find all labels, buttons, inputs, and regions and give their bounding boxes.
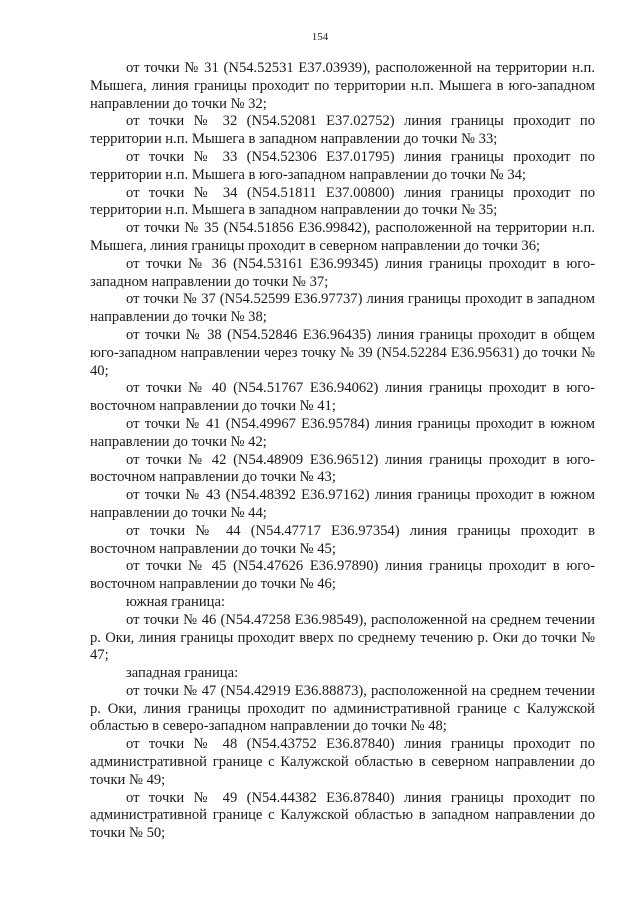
boundary-point-paragraph: от точки № 41 (N54.49967 E36.95784) линия границы проходит в южном направлении до точки № 42; (90, 415, 595, 450)
boundary-point-paragraph: от точки № 35 (N54.51856 E36.99842), расположенной на территории н.п. Мышега, линия границы проходит в северном направлении до точки 36; (90, 220, 595, 254)
boundary-point-paragraph: от точки № 49 (N54.44382 E36.87840) линия границы проходит по административной границе с Калужской областью в западном направлении до точки № 50; (90, 789, 595, 842)
boundary-point-paragraph: от точки № 42 (N54.48909 E36.96512) линия границы проходит в юго-восточном направлении до точки № 43; (90, 451, 595, 486)
boundary-point-paragraph: от точки № 47 (N54.42919 E36.88873), расположенной на среднем течении р. Оки, линия границы проходит по административной границе с Калужской областью в северо-западном направлении до точки № 48; (90, 682, 595, 735)
boundary-point-paragraph: от точки № 34 (N54.51811 E37.00800) линия границы проходит по территории н.п. Мышега в западном направлении до точки № 35; (90, 184, 595, 219)
section-heading: западная граница: (126, 665, 239, 682)
boundary-point-paragraph: от точки № 38 (N54.52846 E36.96435) линия границы проходит в общем юго-западном направлении через точку № 39 (N54.52284 E36.95631) до точки № 40; (90, 326, 595, 379)
boundary-point-paragraph: от точки № 44 (N54.47717 E36.97354) линия границы проходит в восточном направлении до точки № 45; (90, 522, 595, 557)
section-heading: южная граница: (126, 593, 225, 610)
boundary-point-paragraph: от точки № 43 (N54.48392 E36.97162) линия границы проходит в южном направлении до точки № 44; (90, 487, 595, 521)
document-body (90, 60, 595, 843)
boundary-point-paragraph: от точки № 40 (N54.51767 E36.94062) линия границы проходит в юго-восточном направлении до точки № 41; (90, 380, 595, 415)
boundary-point-paragraph: от точки № 36 (N54.53161 E36.99345) линия границы проходит в юго-западном направлении до точки № 37; (90, 255, 595, 290)
boundary-point-paragraph: от точки № 33 (N54.52306 E37.01795) линия границы проходит по территории н.п. Мышега в юго-западном направлении до точки № 34; (90, 148, 595, 183)
boundary-point-paragraph: от точки № 37 (N54.52599 E36.97737) линия границы проходит в западном направлении до точки № 38; (90, 291, 595, 326)
boundary-point-paragraph: от точки № 46 (N54.47258 E36.98549), расположенной на среднем течении р. Оки, линия границы проходит вверх по среднему течению р. Оки до точки № 47; (90, 611, 595, 664)
boundary-point-paragraph: от точки № 45 (N54.47626 E36.97890) линия границы проходит в юго-восточном направлении до точки № 46; (90, 558, 595, 593)
boundary-point-paragraph: от точки № 48 (N54.43752 E36.87840) линия границы проходит по административной границе с Калужской областью в северном направлении до точки № 49; (90, 736, 595, 788)
boundary-point-paragraph: от точки № 31 (N54.52531 E37.03939), расположенной на территории н.п. Мышега, линия границы проходит по территории н.п. Мышега в юго-западном направлении до точки № 32; (90, 60, 595, 112)
page-number: 154 (311, 31, 329, 43)
boundary-point-paragraph: от точки № 32 (N54.52081 E37.02752) линия границы проходит по территории н.п. Мышега в западном направлении до точки № 33; (90, 113, 595, 148)
